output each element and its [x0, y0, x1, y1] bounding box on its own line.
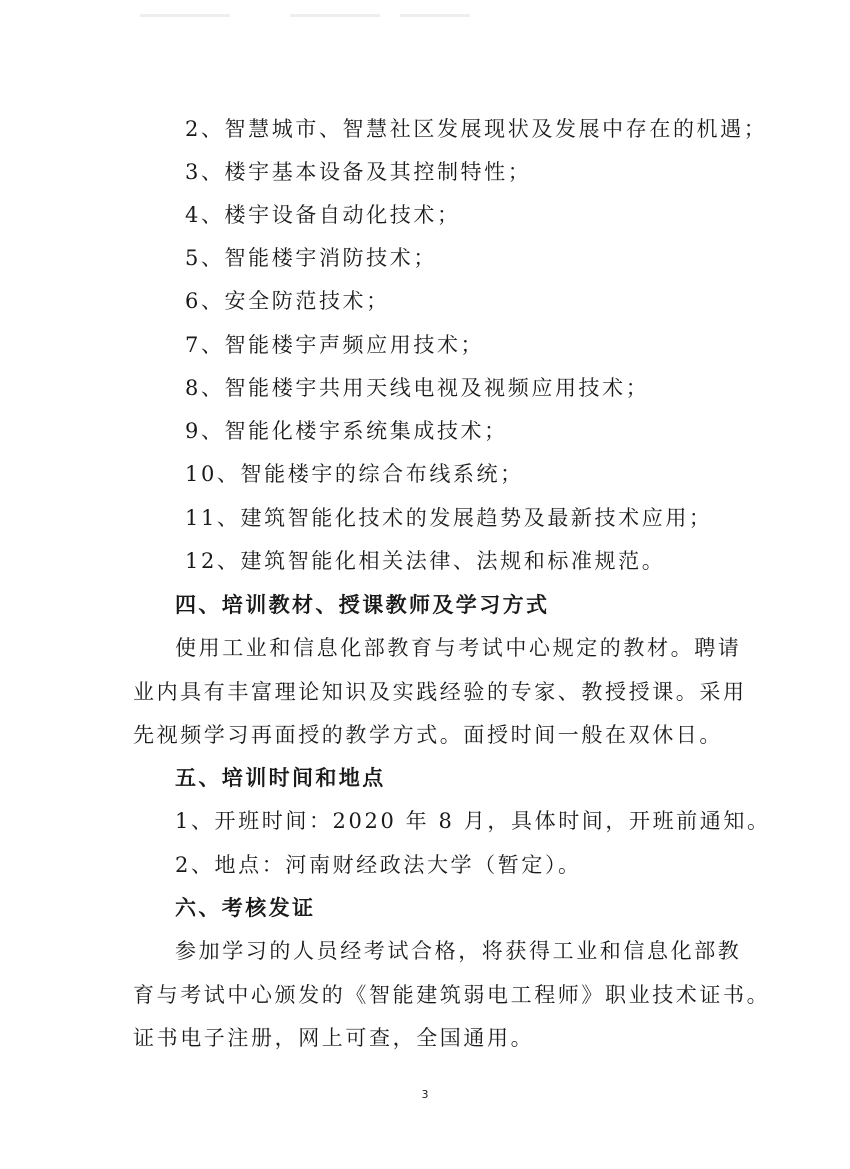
list-item: 7、智能楼宇声频应用技术； [185, 333, 485, 357]
paragraph-line: 使用工业和信息化部教育与考试中心规定的教材。聘请 [175, 636, 742, 660]
list-item: 2、地点：河南财经政法大学（暂定）。 [175, 853, 582, 877]
scan-artifact [290, 14, 380, 17]
list-item: 4、楼宇设备自动化技术； [185, 203, 461, 227]
paragraph-line: 证书电子注册，网上可查，全国通用。 [133, 1026, 535, 1050]
section-heading-certification: 六、考核发证 [175, 895, 316, 920]
list-item: 8、智能楼宇共用天线电视及视频应用技术； [185, 376, 650, 400]
list-item: 1、开班时间：2020 年 8 月，具体时间，开班前通知。 [175, 809, 771, 833]
list-item: 2、智慧城市、智慧社区发展现状及发展中存在的机遇； [185, 117, 768, 141]
list-item: 6、安全防范技术； [185, 289, 390, 313]
list-item: 5、智能楼宇消防技术； [185, 246, 437, 270]
section-heading-materials: 四、培训教材、授课教师及学习方式 [175, 592, 550, 617]
paragraph-line: 先视频学习再面授的教学方式。面授时间一般在双休日。 [133, 723, 723, 747]
list-item: 3、楼宇基本设备及其控制特性； [185, 160, 532, 184]
list-item: 11、建筑智能化技术的发展趋势及最新技术应用； [185, 506, 713, 530]
paragraph-line: 业内具有丰富理论知识及实践经验的专家、教授授课。采用 [133, 680, 747, 704]
list-item: 9、智能化楼宇系统集成技术； [185, 419, 508, 443]
scan-artifact [400, 14, 470, 17]
section-heading-time-place: 五、培训时间和地点 [175, 765, 386, 790]
scan-artifact [140, 14, 230, 17]
paragraph-line: 育与考试中心颁发的《智能建筑弱电工程师》职业技术证书。 [133, 983, 771, 1007]
paragraph-line: 参加学习的人员经考试合格，将获得工业和信息化部教 [175, 939, 742, 963]
page-number: 3 [421, 1088, 429, 1101]
list-item: 10、智能楼宇的综合布线系统； [185, 462, 524, 486]
list-item: 12、建筑智能化相关法律、法规和标准规范。 [185, 549, 666, 573]
